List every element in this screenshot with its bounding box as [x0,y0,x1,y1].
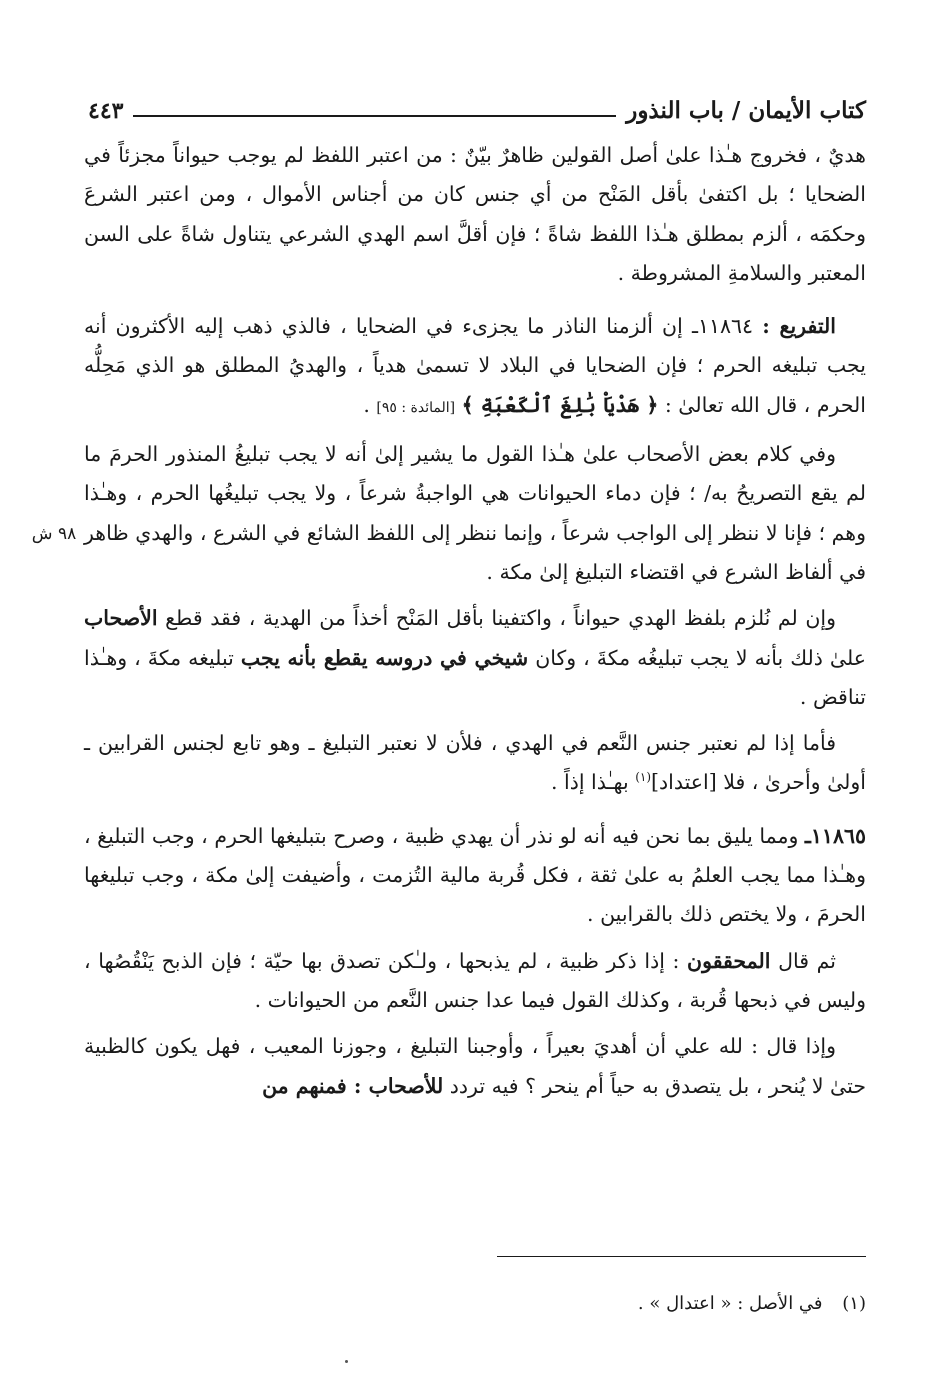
footnote-text: في الأصل : « اعتدال » . [637,1293,823,1314]
footnote-separator [497,1256,866,1257]
paragraph-5-text-b: بهـٰذا إذاً . [550,770,629,795]
paragraph-5 [84,724,866,803]
shaykh-phrase: شيخي في دروسه يقطع بأنه يجب [240,645,529,670]
page-header [88,86,866,126]
footnote [84,1290,866,1318]
paragraph-6 [84,817,866,935]
page-number: ٤٤٣ [88,98,124,124]
footnote-reference[interactable]: (١) [635,770,652,785]
paragraph-3: وفي كلام بعض الأصحاب علىٰ هـٰذا القول ما يشير إلىٰ أنه لا يجب تبليغُ المنذور الحرمَ ما لم يقع التصريحُ به/ ؛ فإن دماء الحيوانات هي الواجبةُ شرعاً ، ولا يجب تبليغُها الحرم ، وهـٰذا وهم ؛ فإنا لا ننظر إلى الواجب شرعاً ، وإنما ننظر إلى اللفظ الشائع في الشرع ، والهدي ظاهر في ألفاظ الشرع في اقتضاء التبليغ إلىٰ مكة . [84,442,866,584]
paragraph-4-text-b: علىٰ ذلك بأنه لا يجب تبليغُه مكةَ ، وكان [535,645,866,670]
paragraph-4 [84,599,866,717]
ashab-continuation: للأصحاب : فمنهم من [262,1073,444,1098]
tafri-label: التفريع : [762,314,836,339]
header-rule [133,115,616,117]
paragraph-8 [84,1027,866,1106]
paragraph-8-text: وإذا قال : لله علي أن أهديَ بعيراً ، وأوجبنا التبليغ ، وجوزنا المعيب ، فهل يكون كالظبية حتىٰ لا يُنحر ، بل يتصدق به حياً أم ينحر ؟ فيه تردد [84,1034,866,1098]
issue-number: ١١٨٦٥ـ [804,823,866,848]
paragraph-1: هديٌ ، فخروج هـٰذا علىٰ أصل القولين ظاهرٌ بيّنٌ : من اعتبر اللفظ لم يوجب حيواناً مجزئاً في الضحايا ؛ بل اكتفىٰ بأقل المَنْح من أي جنس كان من أجناس الأموال ، ومن اعتبر الشرعَ وحكمَه ، ألزم بمطلق هـٰذا اللفظ شاةً ؛ فإن أقلَّ اسم الهدي الشرعي يتناول شاةً على السن المعتبر والسلامةِ المشروطة . [84,143,866,285]
running-title: كتاب الأيمان / باب النذور [626,97,866,124]
paragraph-2-text: ١١٨٦٤ـ إن ألزمنا الناذر ما يجزىء في الضحايا ، فالذي ذهب إليه الأكثرون أنه يجب تبليغه الحرم ؛ فإن الضحايا في البلاد لا تسمىٰ هدياً ، والهديُ المطلق هو الذي مَحِلُّه الحرم ، قال الله تعالىٰ : [84,314,866,417]
paragraph-4-text-c: تبليغه مكةَ ، وهـٰذا تناقض . [84,645,866,709]
paragraph-5-text-a: فأما إذا لم نعتبر جنس النَّعم في الهدي ، فلأن لا نعتبر التبليغ ـ وهو تابع لجنس القرابين ـ أولىٰ وأحرىٰ ، فلا [اعتداد] [84,731,866,795]
paragraph-7-text-b: : إذا ذكر ظبية ، لم يذبحها ، ولـٰكن تصدق بها حيّة ؛ فإن الذبح يَنْقُصُها ، وليس في ذبحها قُربة ، وكذلك القول فيما عدا جنس النَّعم من الحيوانات . [84,948,866,1012]
footnote-number: (١) [842,1293,866,1314]
main-text [84,136,866,1113]
muhaqqiqun-term: المحققون [687,948,771,973]
quran-verse: ﴿ هَدْيَاْ بَٰلِغَ ٱلْكَعْبَةِ ﴾ [461,392,659,417]
verse-citation: [المائدة : ٩٥] [376,399,456,416]
paragraph-2-end: . [363,392,370,417]
paragraph-7-text-a: ثم قال [778,948,836,973]
ashab-term: الأصحاب [84,606,158,631]
paragraph-4-text-a: وإن لم نُلزم بلفظ الهدي حيواناً ، واكتفينا بأقل المَنْح أخذاً من الهدية ، فقد قطع [165,606,836,631]
paragraph-7 [84,942,866,1021]
print-speck [345,1360,348,1363]
paragraph-2 [84,307,866,428]
paragraph-6-text: ومما يليق بما نحن فيه أنه لو نذر أن يهدي ظبية ، وصرح بتبليغها الحرم ، وجب التبليغ ، وهـٰذا مما يجب العلمُ به علىٰ ثقة ، فكل قُربة مالية التُزمت ، وأضيفت إلىٰ مكة ، وجب تبليغها الحرمَ ، ولا يختص ذلك بالقرابين . [84,823,866,927]
manuscript-folio-marker: ٩٨ ش [31,524,77,544]
